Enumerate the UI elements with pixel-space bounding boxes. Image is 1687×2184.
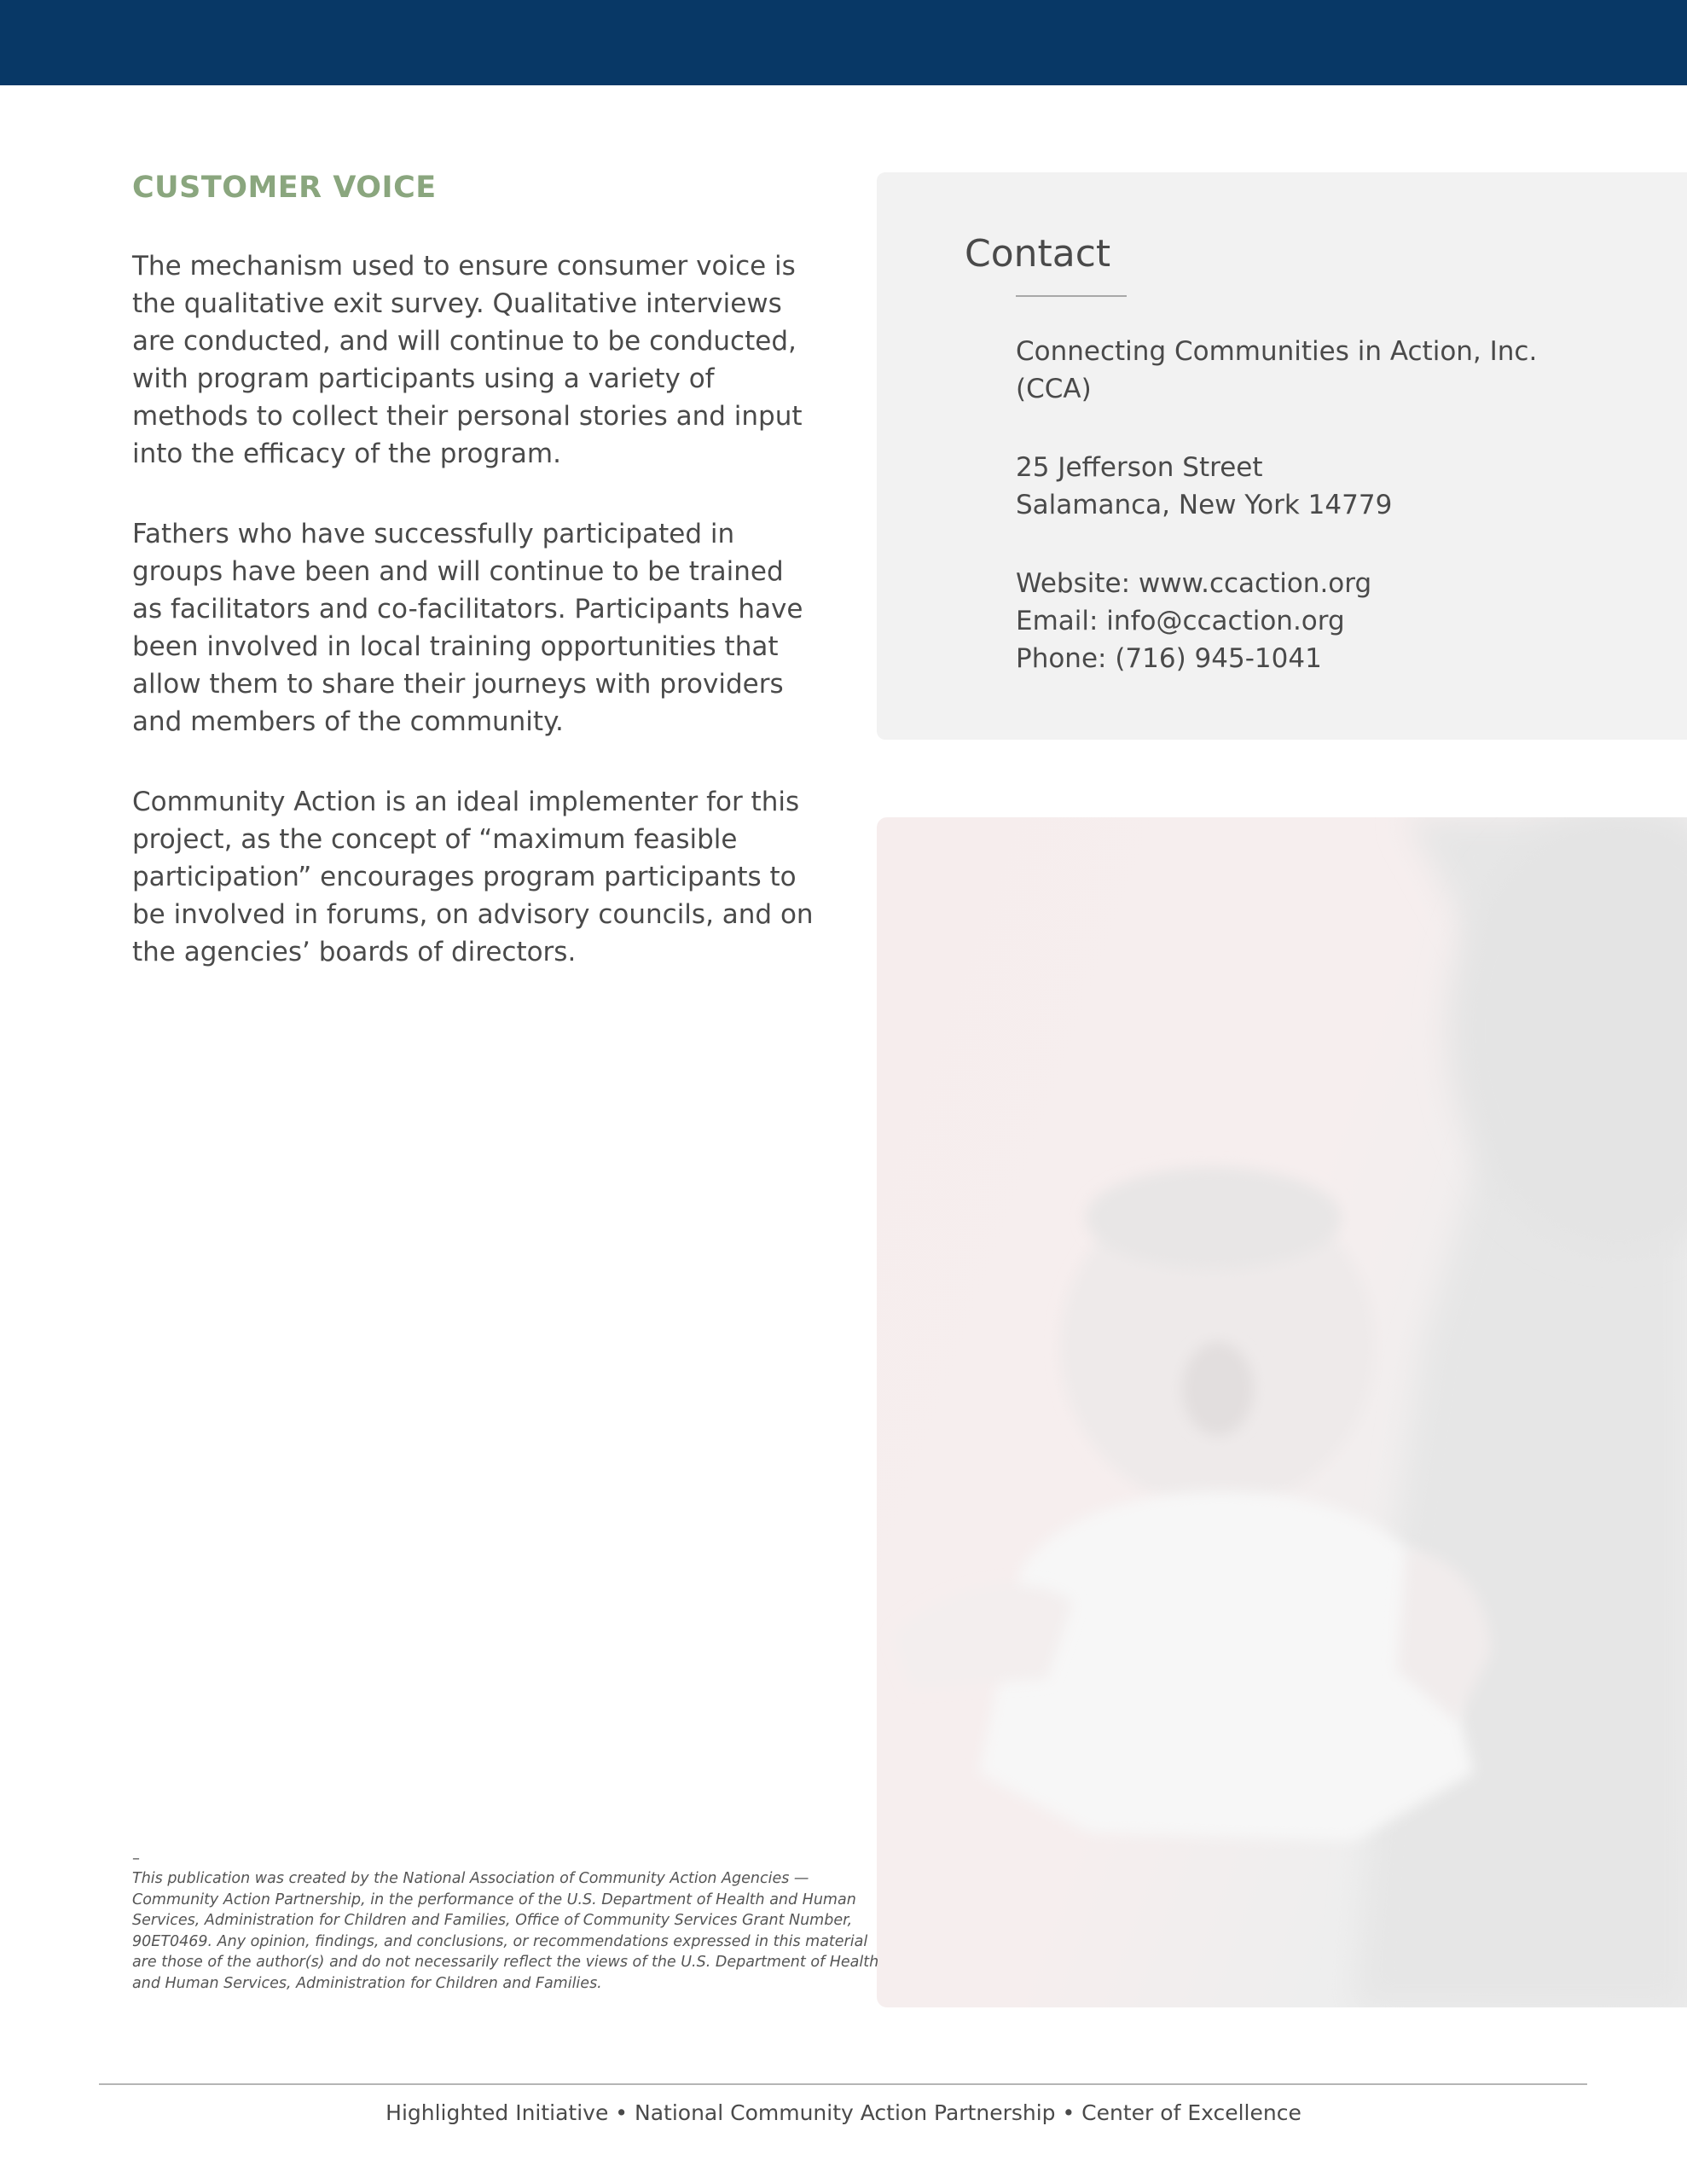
contact-details: [1016, 333, 1613, 718]
contact-phone: Phone: (716) 945-1041: [1016, 643, 1322, 674]
organization-name: Connecting Communities in Action, Inc.: [1016, 336, 1538, 367]
footer-text: Highlighted Initiative • National Community Action Partnership • Center of Excellence: [386, 2100, 1301, 2125]
contact-website: Website: www.ccaction.org: [1016, 568, 1372, 599]
customer-voice-section: [132, 171, 815, 1014]
contact-channels: [1016, 565, 1613, 677]
contact-title: Contact: [965, 232, 1111, 276]
organization-abbreviation: (CCA): [1016, 374, 1092, 404]
contact-address: [1016, 449, 1613, 524]
header-bar: [0, 0, 1687, 85]
contact-organization: [1016, 333, 1613, 408]
father-and-baby-photo: [877, 817, 1687, 2007]
address-city: Salamanca, New York 14779: [1016, 490, 1393, 520]
paragraph-fathers: Fathers who have successfully participated in groups have been and will continue to be trained as facilitators and co-facilitators. Participants have been involved in local training opportunities that allow them to share their journeys with providers and members of the community.: [132, 519, 803, 737]
contact-divider: [1016, 295, 1127, 297]
photo-illustration: [877, 817, 1687, 2007]
paragraph-community-action: Community Action is an ideal implementer for this project, as the concept of “maximum feasible participation” encourages program participants to be involved in forums, on advisory councils, and on the agencies’ boards of directors.: [132, 787, 814, 967]
disclaimer-text: This publication was created by the National Association of Community Action Agencies — Community Action Partnership, in the performance of the U.S. Department of Health and Human Services, Administration for Children and Families, Office of Community Services Grant Number, 90ET0469. Any opinion, findings, and conclusions, or recommendations expressed in this material are those of the author(s) and do not necessarily reflect the views of the U.S. Department of Health and Human Services, Administration for Children and Families.: [132, 1870, 879, 1992]
footer-divider: [99, 2083, 1587, 2085]
contact-card: [877, 172, 1687, 740]
disclaimer-dash: –: [132, 1850, 140, 1867]
paragraph-consumer-voice: The mechanism used to ensure consumer voice is the qualitative exit survey. Qualitative interviews are conducted, and will continue to be conducted, with program participants using a variety of methods to collect their personal stories and input into the efficacy of the program.: [132, 251, 803, 469]
section-title: CUSTOMER VOICE: [132, 171, 437, 205]
funding-disclaimer: [132, 1850, 883, 1994]
address-street: 25 Jefferson Street: [1016, 452, 1263, 483]
contact-email: Email: info@ccaction.org: [1016, 606, 1345, 636]
